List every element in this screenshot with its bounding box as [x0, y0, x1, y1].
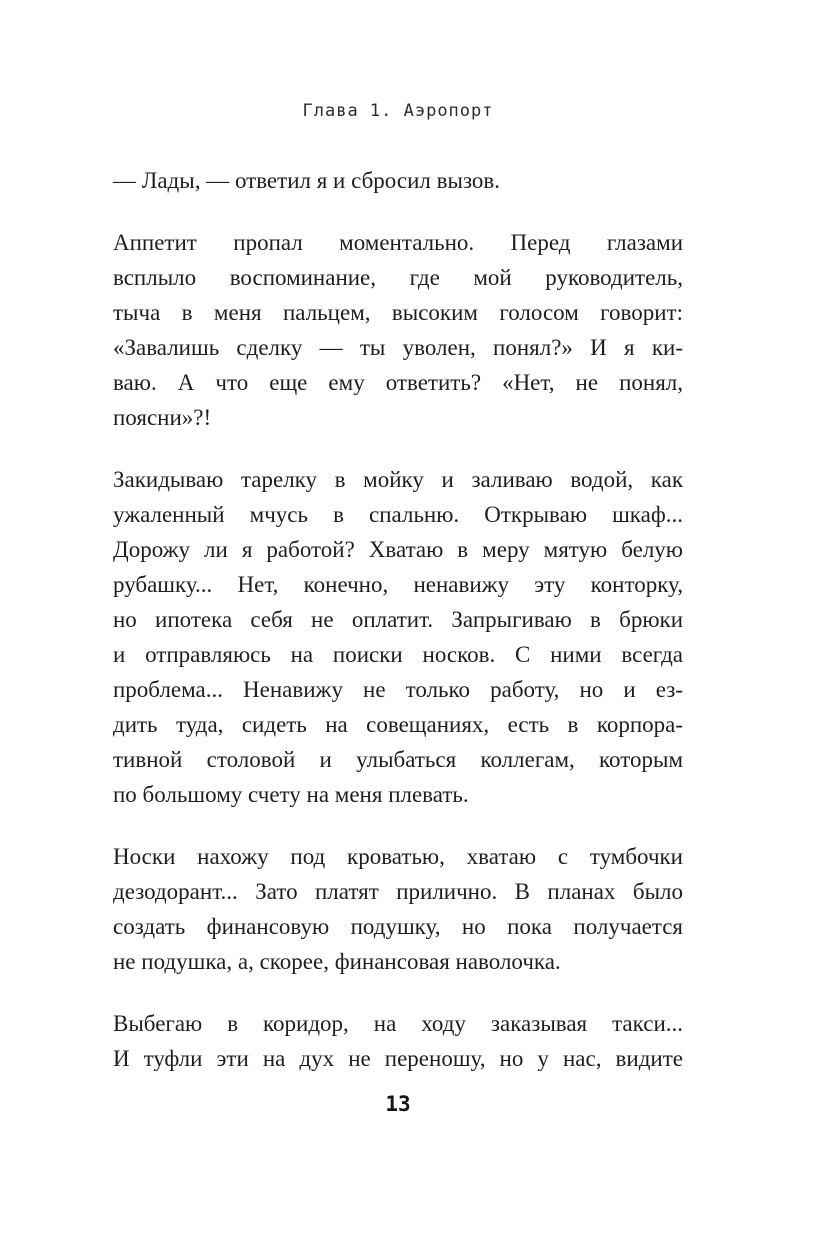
text-line: Носки нахожу под кроватью, хватаю с тумбочки [113, 844, 683, 869]
text-line: тыча в меня пальцем, высоким голосом говорит: [113, 300, 683, 325]
text-line: И туфли эти на дух не переношу, но у нас, видите [113, 1046, 683, 1071]
text-line: создать финансовую подушку, но пока получается [113, 914, 683, 939]
text-line: Дорожу ли я работой? Хватаю в меру мятую белую [113, 537, 683, 562]
text-line: проблема... Ненавижу не только работу, но и ез- [113, 677, 683, 702]
paragraph [113, 225, 683, 435]
text-line: Выбегаю в коридор, на ходу заказывая такси... [113, 1011, 683, 1036]
chapter-header: Глава 1. Аэропорт [302, 101, 494, 121]
text-line: «Завалишь сделку — ты уволен, понял?» И я ки- [113, 335, 683, 360]
text-line: — Лады, — ответил я и сбросил вызов. [113, 168, 501, 193]
text-line: всплыло воспоминание, где мой руководитель, [113, 265, 683, 290]
paragraph [113, 462, 683, 812]
text-line: ваю. А что еще ему ответить? «Нет, не понял, [113, 370, 683, 395]
text-line: но ипотека себя не оплатит. Запрыгиваю в брюки [113, 607, 683, 632]
text-line: ужаленный мчусь в спальню. Открываю шкаф... [113, 502, 683, 527]
text-line: не подушка, а, скорее, финансовая наволочка. [113, 949, 561, 974]
text-line: поясни»?! [113, 405, 212, 430]
page-number: 13 [385, 1092, 411, 1116]
paragraph [113, 1006, 683, 1076]
text-line: дезодорант... Зато платят прилично. В планах было [113, 879, 683, 904]
text-line: дить туда, сидеть на совещаниях, есть в корпора- [113, 712, 683, 737]
text-line: рубашку... Нет, конечно, ненавижу эту конторку, [113, 572, 683, 597]
text-line: тивной столовой и улыбаться коллегам, которым [113, 747, 683, 772]
text-line: Аппетит пропал моментально. Перед глазами [113, 230, 683, 255]
text-line: Закидываю тарелку в мойку и заливаю водой, как [113, 467, 683, 492]
body-text [113, 163, 683, 1076]
text-line: и отправляюсь на поиски носков. С ними всегда [113, 642, 683, 667]
paragraph [113, 839, 683, 979]
text-line: по большому счету на меня плевать. [113, 782, 469, 807]
paragraph [113, 163, 683, 198]
